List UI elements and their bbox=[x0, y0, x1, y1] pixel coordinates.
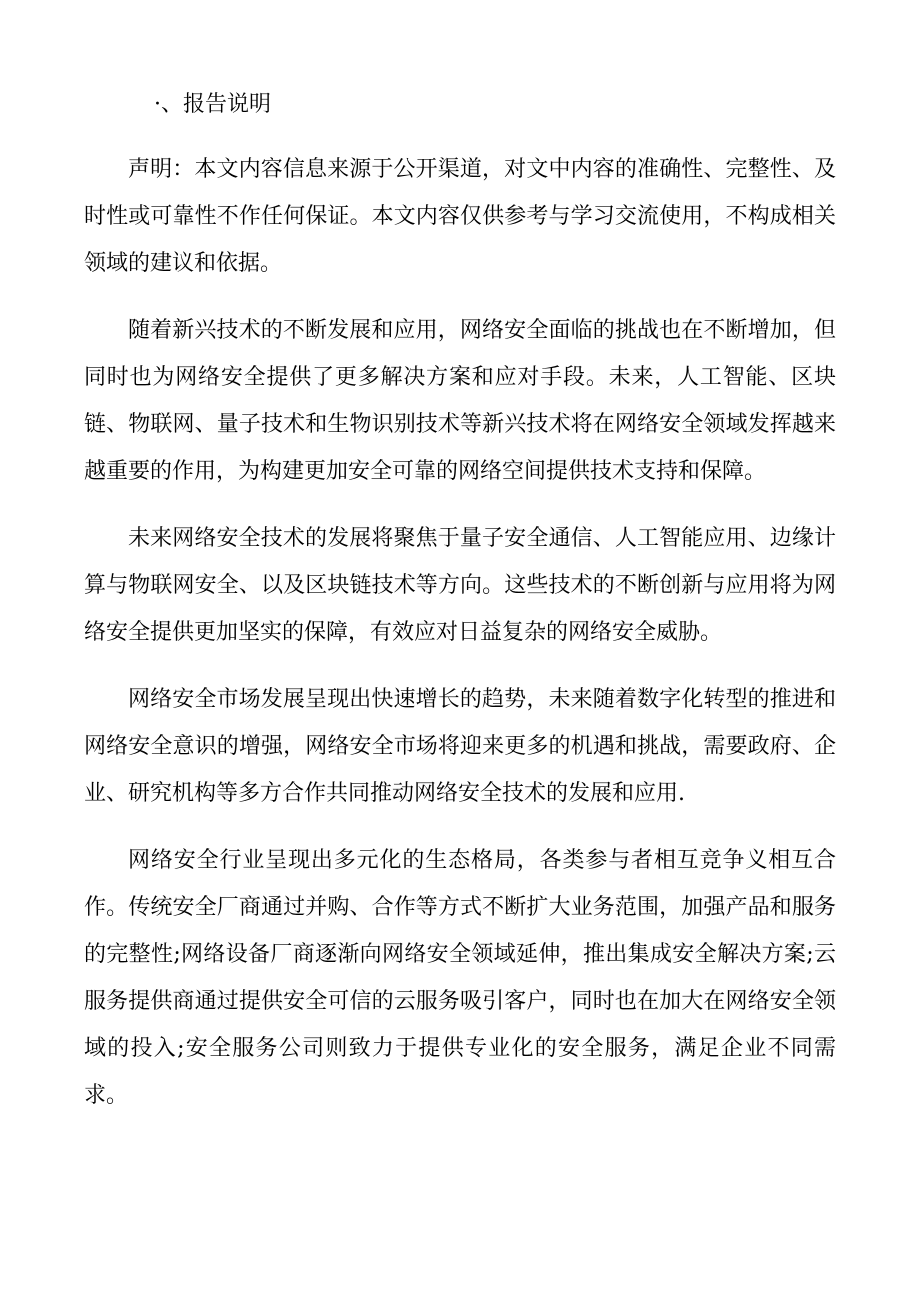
paragraph-industry-ecosystem: 网络安全行业呈现出多元化的生态格局，各类参与者相互竞争义相互合作。传统安全厂商通过并购、合作等方式不断扩大业务范围，加强产品和服务的完整性;网络设备厂商逐渐向网络安全领域延伸，推出集成安全解决方案;云服务提供商通过提供安全可信的云服务吸引客户，同时也在加大在网络安全领域的投入;安全服务公司则致力于提供专业化的安全服务，满足企业不同需求。 bbox=[84, 848, 836, 1108]
paragraph-market-trend: 网络安全市场发展呈现出快速增长的趋势，未来随着数字化转型的推进和网络安全意识的增强，网络安全市场将迎来更多的机遇和挑战，需要政府、企业、研究机构等多方合作共同推动网络安全技术的发展和应用. bbox=[84, 687, 836, 806]
paragraph-emerging-tech: 随着新兴技术的不断发展和应用，网络安全面临的挑战也在不断增加，但同时也为网络安全提供了更多解决方案和应对手段。未来，人工智能、区块链、物联网、量子技术和生物识别技术等新兴技术将在网络安全领域发挥越来越重要的作用，为构建更加安全可靠的网络空间提供技术支持和保障。 bbox=[84, 318, 836, 484]
section-heading: ·、报告说明 bbox=[154, 92, 271, 117]
paragraph-future-tech: 未来网络安全技术的发展将聚焦于量子安全通信、人工智能应用、边缘计算与物联网安全、以及区块链技术等方向。这些技术的不断创新与应用将为网络安全提供更加坚实的保障，有效应对日益复杂的网络安全威胁。 bbox=[84, 526, 836, 645]
paragraph-disclaimer: 声明：本文内容信息来源于公开渠道，对文中内容的准确性、完整性、及时性或可靠性不作任何保证。本文内容仅供参考与学习交流使用，不构成相关领域的建议和依据。 bbox=[84, 157, 836, 276]
